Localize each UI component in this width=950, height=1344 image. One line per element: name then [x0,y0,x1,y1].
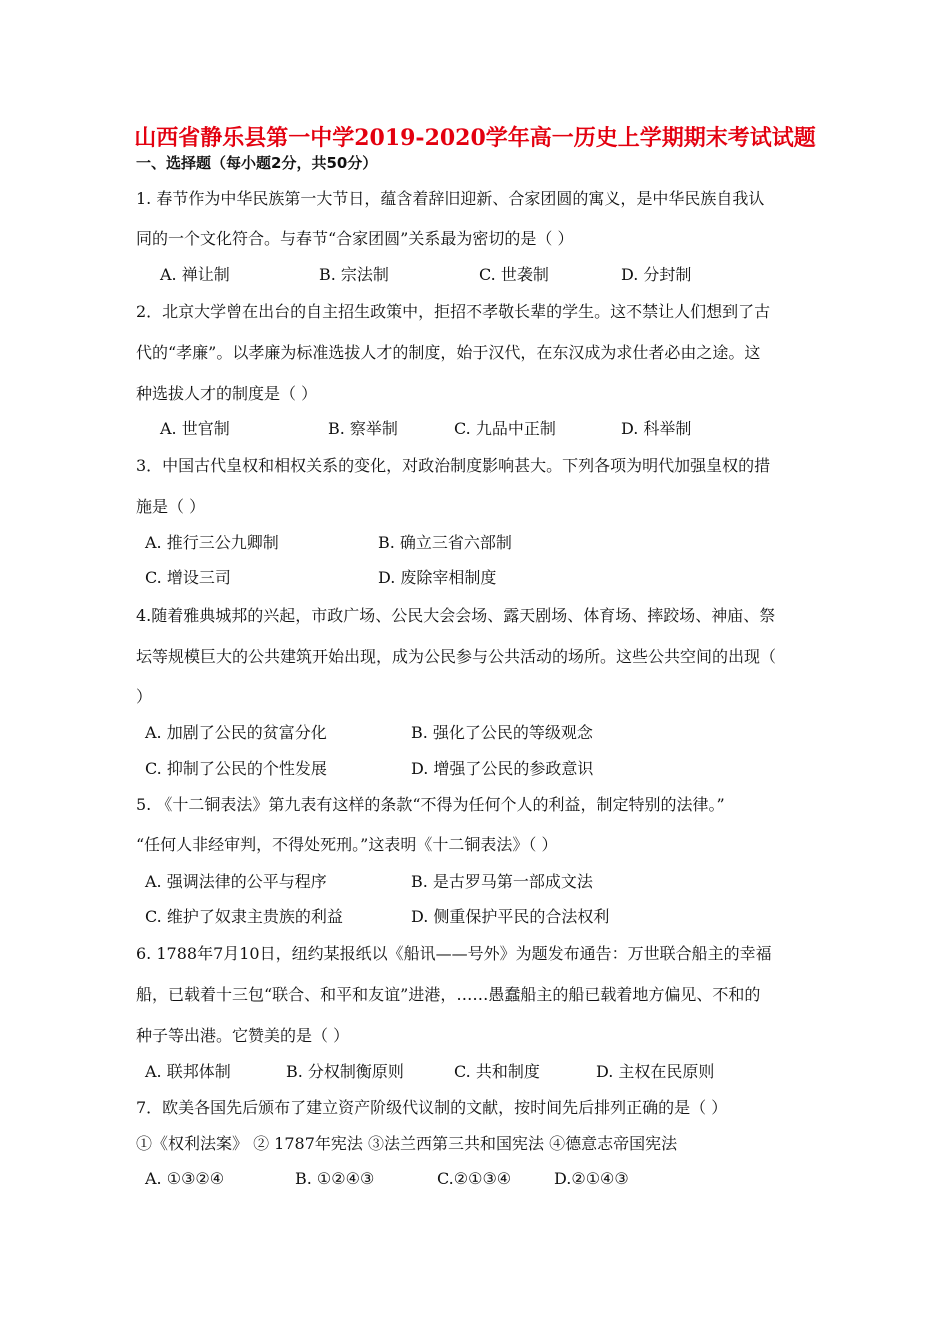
question-5-option-c: C. 维护了奴隶主贵族的利益 [145,907,343,926]
question-3-line-1: 3．中国古代皇权和相权关系的变化，对政治制度影响甚大。下列各项为明代加强皇权的措 [136,456,771,475]
question-1-line-1: 1. 春节作为中华民族第一大节日，蕴含着辞旧迎新、合家团圆的寓义，是中华民族自我认 [136,189,765,208]
question-4-line-2: 坛等规模巨大的公共建筑开始出现，成为公民参与公共活动的场所。这些公共空间的出现（ [136,647,777,666]
question-4-option-b: B. 强化了公民的等级观念 [411,723,593,742]
question-2-option-b: B. 察举制 [328,419,398,438]
question-6-option-b: B. 分权制衡原则 [286,1062,404,1081]
question-6-line-3: 种子等出港。它赞美的是（ ） [136,1026,350,1045]
question-2-line-1: 2．北京大学曾在出台的自主招生政策中，拒招不孝敬长辈的学生。这不禁让人们想到了古 [136,302,771,321]
question-1-option-d: D. 分封制 [621,265,692,284]
question-3-option-c: C. 增设三司 [145,568,231,587]
question-5-option-b: B. 是古罗马第一部成文法 [411,872,593,891]
question-6-option-a: A. 联邦体制 [145,1062,231,1081]
question-1-option-a: A. 禅让制 [160,265,230,284]
question-3-option-a: A. 推行三公九卿制 [145,533,279,552]
question-1-line-2: 同的一个文化符合。与春节“合家团圆”关系最为密切的是（ ） [136,229,574,248]
question-3-option-b: B. 确立三省六部制 [378,533,512,552]
question-7-line-2: ①《权利法案》 ② 1787年宪法 ③法兰西第三共和国宪法 ④德意志帝国宪法 [136,1134,678,1153]
question-7-option-a: A. ①③②④ [145,1169,225,1188]
question-5-line-2: “任何人非经审判，不得处死刑。”这表明《十二铜表法》（ ） [136,835,558,854]
question-6-line-2: 船，已载着十三包“联合、和平和友谊”进港，……愚蠢船主的船已载着地方偏见、不和的 [136,985,761,1004]
question-5-option-d: D. 侧重保护平民的合法权利 [411,907,610,926]
question-7-option-c: C.②①③④ [437,1169,512,1188]
question-7-option-d: D.②①④③ [554,1169,629,1188]
question-3-option-d: D. 废除宰相制度 [378,568,497,587]
section-heading: 一、选择题（每小题2分，共50分） [136,154,378,172]
question-1-option-c: C. 世袭制 [479,265,549,284]
question-4-line-3: ） [136,687,153,706]
question-3-line-2: 施是（ ） [136,497,206,516]
question-2-line-3: 种选拔人才的制度是（ ） [136,384,318,403]
question-2-option-a: A. 世官制 [160,419,230,438]
question-6-option-c: C. 共和制度 [454,1062,540,1081]
question-2-line-2: 代的“孝廉”。以孝廉为标准选拔人才的制度，始于汉代，在东汉成为求仕者必由之途。这 [136,343,761,362]
question-5-line-1: 5. 《十二铜表法》第九表有这样的条款“不得为任何个人的利益，制定特别的法律。” [136,795,725,814]
question-2-option-c: C. 九品中正制 [454,419,556,438]
question-6-option-d: D. 主权在民原则 [596,1062,715,1081]
question-7-option-b: B. ①②④③ [295,1169,375,1188]
question-4-option-c: C. 抑制了公民的个性发展 [145,759,327,778]
question-2-option-d: D. 科举制 [621,419,692,438]
question-6-line-1: 6. 1788年7月10日，纽约某报纸以《船讯——号外》为题发布通告：万世联合船主的幸福 [136,944,772,963]
question-5-option-a: A. 强调法律的公平与程序 [145,872,327,891]
question-4-option-a: A. 加剧了公民的贫富分化 [145,723,327,742]
page-title: 山西省静乐县第一中学2019-2020学年高一历史上学期期末考试试题 [134,125,816,151]
question-7-line-1: 7．欧美各国先后颁布了建立资产阶级代议制的文献，按时间先后排列正确的是（ ） [136,1098,728,1117]
question-1-option-b: B. 宗法制 [319,265,389,284]
question-4-line-1: 4.随着雅典城邦的兴起，市政广场、公民大会会场、露天剧场、体育场、摔跤场、神庙、祭 [136,606,776,625]
question-4-option-d: D. 增强了公民的参政意识 [411,759,594,778]
